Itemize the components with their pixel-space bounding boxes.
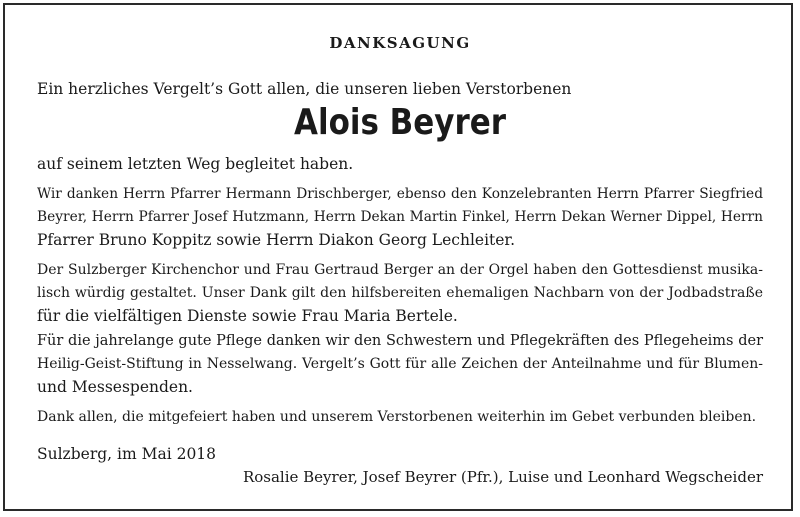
- paragraph-1-line-1: Wir danken Herrn Pfarrer Hermann Drischberger, ebenso den Konzelebranten Herrn Pfarrer Siegfried: [37, 186, 763, 202]
- intro-line: Ein herzliches Vergelt’s Gott allen, die unseren lieben Verstorbenen: [37, 80, 572, 98]
- place-date: Sulzberg, im Mai 2018: [37, 445, 217, 463]
- paragraph-2-line-3: für die vielfältigen Dienste sowie Frau Maria Bertele.: [37, 307, 458, 325]
- paragraph-3-line-1: Für die jahrelange gute Pflege danken wir den Schwestern und Pflegekräften des Pflegeheims der: [37, 333, 763, 349]
- paragraph-2-line-1: Der Sulzberger Kirchenchor und Frau Gertraud Berger an der Orgel haben den Gottesdienst musika-: [37, 262, 763, 278]
- paragraph-1-line-3: Pfarrer Bruno Koppitz sowie Herrn Diakon Georg Lechleiter.: [37, 231, 516, 249]
- paragraph-3-line-2: Heilig-Geist-Stiftung in Nesselwang. Vergelt’s Gott für alle Zeichen der Anteilnahme und für Blumen-: [37, 356, 763, 372]
- intro-end-line: auf seinem letzten Weg begleitet haben.: [37, 155, 354, 173]
- paragraph-4-line-1: Dank allen, die mitgefeiert haben und unserem Verstorbenen weiterhin im Gebet verbunden bleiben.: [37, 409, 757, 425]
- notice-heading: DANKSAGUNG: [329, 34, 471, 52]
- paragraph-3-line-3: und Messespenden.: [37, 378, 193, 396]
- paragraph-2-line-2: lisch würdig gestaltet. Unser Dank gilt den hilfsbereiten ehemaligen Nachbarn von der Jodbadstraße: [37, 285, 763, 301]
- deceased-name: Alois Beyrer: [294, 102, 506, 143]
- signature-line: Rosalie Beyrer, Josef Beyrer (Pfr.), Luise und Leonhard Wegscheider: [242, 468, 763, 486]
- paragraph-1-line-2: Beyrer, Herrn Pfarrer Josef Hutzmann, Herrn Dekan Martin Finkel, Herrn Dekan Werner Dippel, Herrn: [37, 209, 763, 225]
